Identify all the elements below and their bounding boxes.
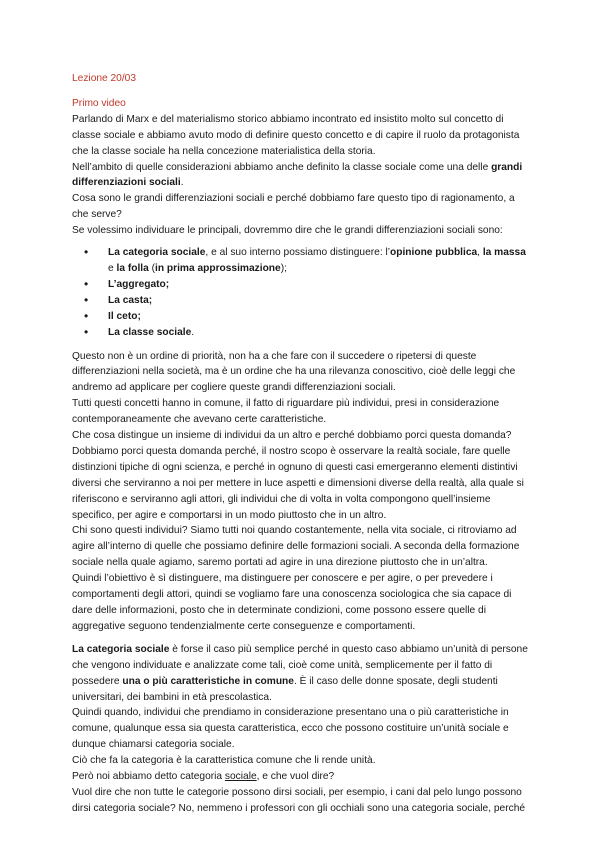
lesson-title: Lezione 20/03	[72, 73, 137, 84]
paragraph: Se volessimo individuare le principali, dovremmo dire che le grandi differenziazioni sociali sono:	[72, 225, 503, 237]
paragraph: Che cosa distingue un insieme di individui da un altro e perché dobbiamo porci questa domanda?	[72, 430, 512, 442]
paragraph: Chi sono questi individui? Siamo tutti noi quando costantemente, nella vita sociale, ci ritroviamo ad agire all’interno di quelle che possiamo definire delle formazioni sociali. A seconda della formazione sociale nella quale agiamo, saremo portati ad agire in una direzione piuttosto che in un’altra.	[72, 525, 520, 569]
paragraph: Però noi abbiamo detto categoria sociale, e che vuol dire?	[72, 771, 335, 783]
list-item: • L’aggregato;	[72, 277, 532, 293]
document-body	[72, 71, 532, 817]
paragraph: Dobbiamo porci questa domanda perché, il nostro scopo è osservare la realtà sociale, fare quelle distinzioni tipiche di ogni scienza, e perché in ognuno di questi casi emergeranno elementi distintivi diversi che serviranno a noi per mettere in luce aspetti e dimensioni diverse della realtà, alla quale si riferiscono e serviranno agli attori, gli individui che di volta in volta compongono quell’insieme specifico, per agire e comportarsi in un modo piuttosto che in un altro.	[72, 445, 524, 521]
paragraph: Parlando di Marx e del materialismo storico abbiamo incontrato ed insistito molto sul concetto di classe sociale e abbiamo avuto modo di definire questo concetto e di capire il ruolo da protagonista che la classe sociale ha nella concezione materialistica della storia.	[72, 113, 520, 157]
list-item: • La casta;	[72, 293, 532, 309]
list-item: • Il ceto;	[72, 309, 532, 325]
list-item: • La classe sociale.	[72, 325, 532, 341]
paragraph-spacer	[72, 635, 532, 642]
bullet-list	[72, 245, 532, 340]
section-title: Primo video	[72, 97, 126, 109]
paragraph: Questo non è un ordine di priorità, non ha a che fare con il succedere o ripetersi di queste differenziazioni nella società, ma è un ordine che ha una rilevanza conoscitivo, cioè delle leggi che andremo ad applicare per cogliere queste grandi differenziazioni sociali.	[72, 350, 516, 394]
paragraph: Tutti questi concetti hanno in comune, il fatto di riguardare più individui, presi in considerazione contemporaneamente che avevano certe caratteristiche.	[72, 398, 500, 426]
paragraph: Vuol dire che non tutte le categorie possono dirsi sociali, per esempio, i cani dal pelo lungo possono dirsi categoria sociale? No, nemmeno i professori con gli occhiali sono una categoria sociale, perché	[72, 786, 526, 814]
paragraph: Quindi l’obiettivo è sì distinguere, ma distinguere per conoscere e per agire, o per prevedere i comportamenti degli attori, quindi se vogliamo fare una conoscenza sociologica che sia capace di dare delle informazioni, posto che in determinate condizioni, come possono essere quelle di aggregative seguono tendenzialmente certe conseguenze e comportamenti.	[72, 573, 512, 632]
list-item: • La categoria sociale, e al suo interno possiamo distinguere: l’opinione pubblica, la massa e la folla (in prima approssimazione);	[72, 245, 532, 277]
paragraph: Nell’ambito di quelle considerazioni abbiamo anche definito la classe sociale come una delle grandi differenziazioni sociali.	[72, 161, 523, 189]
paragraph: La categoria sociale è forse il caso più semplice perché in questo caso abbiamo un’unità di persone che vengono individuate e analizzate come tali, cioè come unità, semplicemente per il fatto di possedere una o più caratteristiche in comune. È il caso delle donne sposate, degli studenti universitari, dei bambini in età prescolastica.	[72, 643, 528, 703]
paragraph: Cosa sono le grandi differenziazioni sociali e perché dobbiamo fare questo tipo di ragionamento, a che serve?	[72, 193, 515, 221]
paragraph: Quindi quando, individui che prendiamo in considerazione presentano una o più caratteristiche in comune, qualunque essa sia questa caratteristica, ecco che possono costituire un’unità sociale e dunque chiamarsi categoria sociale.	[72, 707, 509, 751]
paragraph: Ciò che fa la categoria è la caratteristica comune che li rende unità.	[72, 755, 376, 767]
